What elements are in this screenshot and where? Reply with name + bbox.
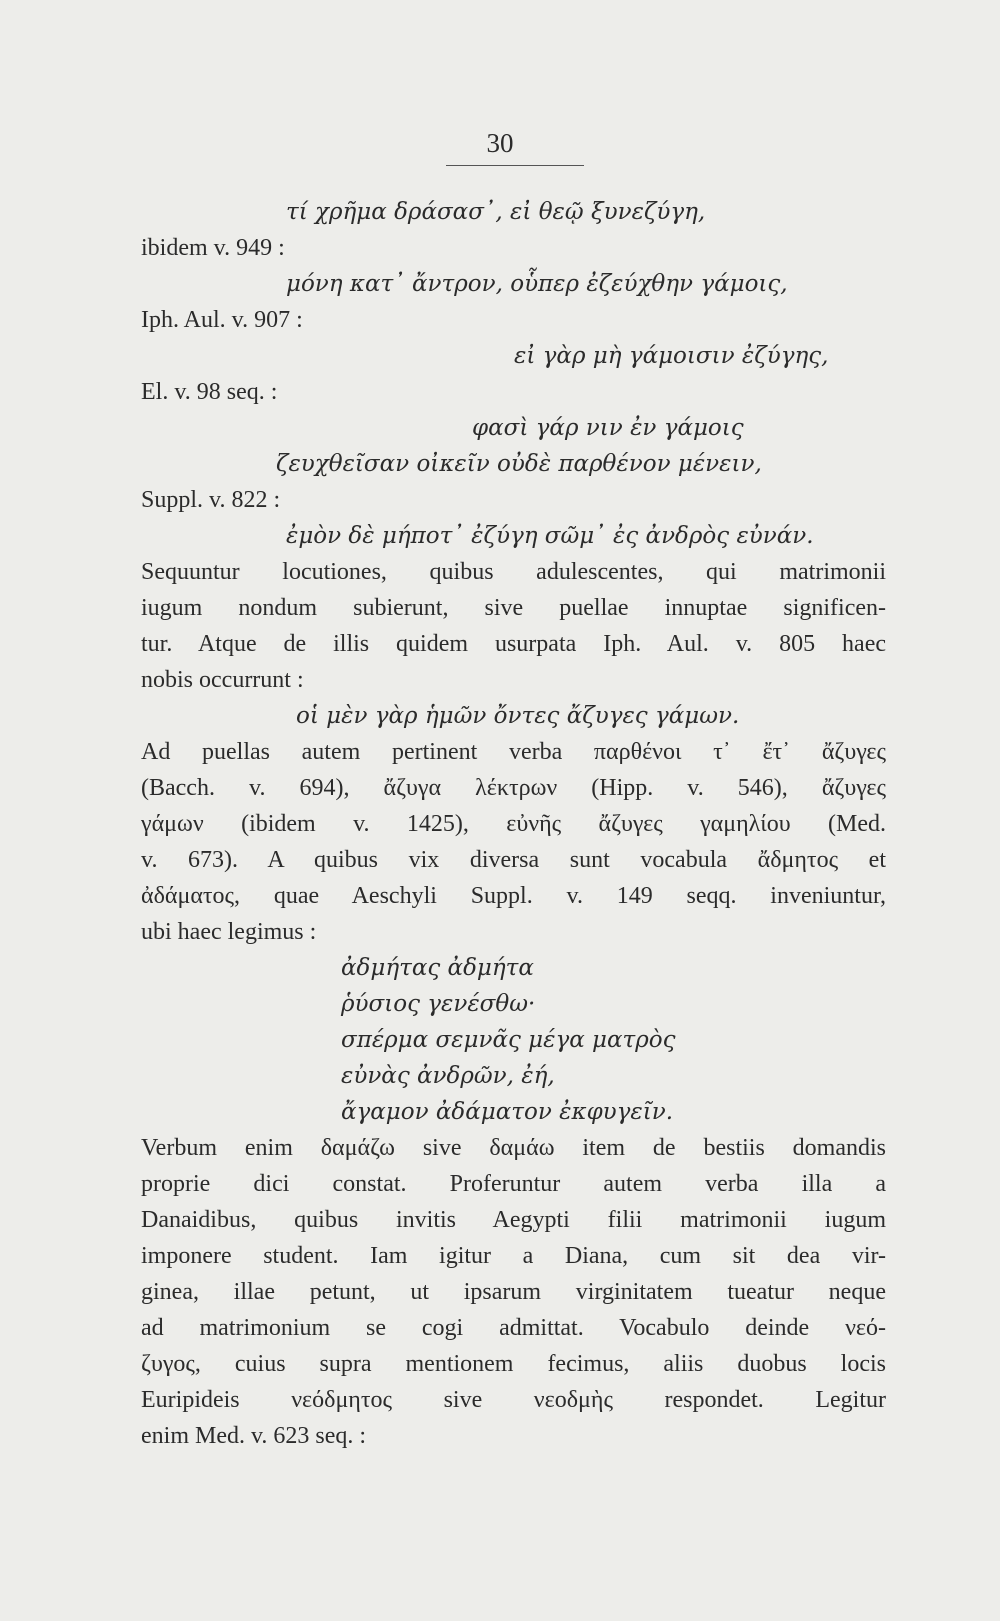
text-line: ἄγαμον ἀδάματον ἐκφυγεῖν.: [341, 1099, 674, 1125]
text-line: ubi haec legimus :: [141, 919, 317, 945]
text-line: οἱ μὲν γὰρ ἡμῶν ὄντες ἄζυγες γάμων.: [296, 703, 740, 729]
text-line: Ad puellas autem pertinent verba παρθένοι τ᾽ ἔτ᾽ ἄζυγες: [141, 739, 886, 765]
text-line: v. 673). A quibus vix diversa sunt vocabula ἄδμητος et: [141, 847, 886, 873]
page-number: 30: [486, 128, 514, 158]
text-line: τί χρῆμα δράσασ᾽, εἰ θεῷ ξυνεζύγη,: [286, 199, 706, 225]
text-line: nobis occurrunt :: [141, 667, 304, 693]
text-line: εἰ γὰρ μὴ γάμοισιν ἐζύγης,: [514, 343, 829, 369]
text-line: El. v. 98 seq. :: [141, 379, 278, 405]
text-line: Danaidibus, quibus invitis Aegypti filii matrimonii iugum: [141, 1207, 886, 1233]
text-line: ibidem v. 949 :: [141, 235, 285, 261]
text-line: γάμων (ibidem v. 1425), εὐνῆς ἄζυγες γαμηλίου (Med.: [141, 811, 886, 837]
text-line: σπέρμα σεμνᾶς μέγα ματρὸς: [341, 1027, 676, 1053]
text-line: ἀδάματος, quae Aeschyli Suppl. v. 149 seqq. inveniuntur,: [141, 883, 886, 909]
text-line: Sequuntur locutiones, quibus adulescentes, qui matrimonii: [141, 559, 886, 585]
text-line: imponere student. Iam igitur a Diana, cum sit dea vir-: [141, 1243, 886, 1269]
text-line: Euripideis νεόδμητος sive νεοδμὴς respondet. Legitur: [141, 1387, 886, 1413]
text-line: tur. Atque de illis quidem usurpata Iph. Aul. v. 805 haec: [141, 631, 886, 657]
text-line: proprie dici constat. Proferuntur autem verba illa a: [141, 1171, 886, 1197]
text-line: ἐμὸν δὲ μήποτ᾽ ἐζύγη σῶμ᾽ ἐς ἀνδρὸς εὐνάν.: [286, 523, 814, 549]
text-line: ad matrimonium se cogi admittat. Vocabulo deinde νεό-: [141, 1315, 886, 1341]
text-line: Suppl. v. 822 :: [141, 487, 281, 513]
text-line: μόνη κατ᾽ ἄντρον, οὗπερ ἐζεύχθην γάμοις,: [286, 271, 788, 297]
text-line: (Bacch. v. 694), ἄζυγα λέκτρων (Hipp. v. 546), ἄζυγες: [141, 775, 886, 801]
text-line: ζυγος, cuius supra mentionem fecimus, aliis duobus locis: [141, 1351, 886, 1377]
text-line: enim Med. v. 623 seq. :: [141, 1423, 367, 1449]
text-line: iugum nondum subierunt, sive puellae innuptae significen-: [141, 595, 886, 621]
page-number-rule: [446, 165, 584, 166]
text-line: φασὶ γάρ νιν ἐν γάμοις: [472, 415, 744, 441]
text-line: εὐνὰς ἀνδρῶν, ἐή,: [341, 1063, 555, 1089]
text-line: Verbum enim δαμάζω sive δαμάω item de bestiis domandis: [141, 1135, 886, 1161]
text-line: Iph. Aul. v. 907 :: [141, 307, 303, 333]
text-line: ἀδμήτας ἀδμήτα: [341, 955, 534, 981]
text-line: ginea, illae petunt, ut ipsarum virginitatem tueatur neque: [141, 1279, 886, 1305]
text-line: ζευχθεῖσαν οἰκεῖν οὐδὲ παρθένον μένειν,: [276, 451, 762, 477]
text-line: ῥύσιος γενέσθω·: [341, 991, 536, 1017]
